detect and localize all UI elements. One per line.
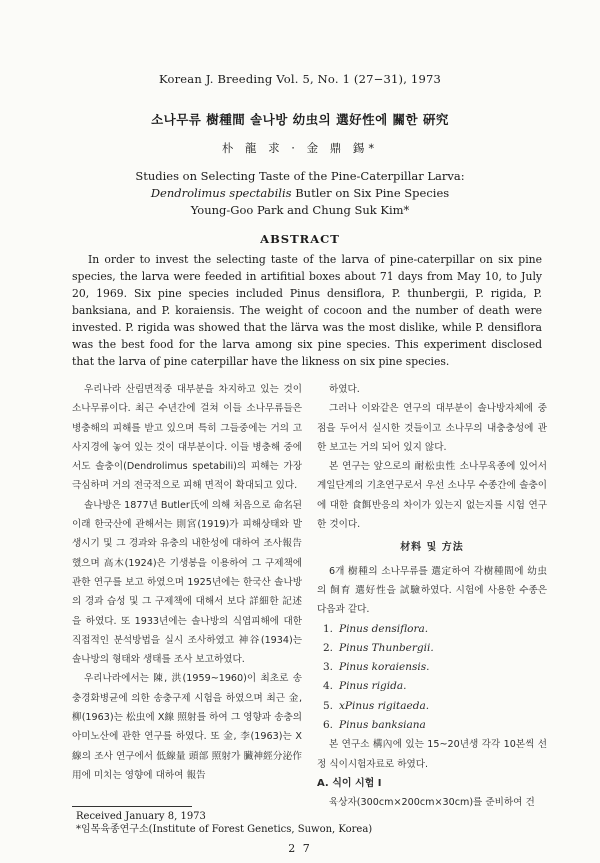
english-title-block [0, 168, 600, 219]
right-paragraph-4: 6개 樹種의 소나무류를 選定하여 각樹種間에 幼虫의 飼育 選好性을 試驗하였다. 시험에 사용한 수종은 다음과 같다. [317, 565, 547, 616]
left-column [72, 380, 302, 785]
species-item: 3. Pinus koraiensis. [323, 661, 430, 674]
section-heading-materials-methods: 材料 및 方法 [400, 542, 464, 554]
footnote-rule [72, 806, 192, 807]
korean-title: 소나무류 樹種間 솔나방 幼虫의 選好性에 關한 硏究 [151, 112, 449, 127]
english-title-line2 [0, 185, 600, 202]
right-paragraph-2: 그러나 이와같은 연구의 대부분이 솔나방자체에 중점을 두어서 실시한 것들이고 소나무의 내충충성에 관한 보고는 거의 되어 있지 않다. [317, 403, 547, 453]
right-paragraph-3: 본 연구는 앞으로의 耐松虫性 소나무육종에 있어서 계일단계의 기초연구로서 우선 소나무 수종간에 솔충이에 대한 食餌반응의 차이가 있는지 없는지를 시험 연구한 것이다. [317, 461, 547, 531]
korean-authors: 朴 龍 求 · 金 鼎 錫* [221, 141, 379, 155]
english-title-line1: Studies on Selecting Taste of the Pine-Caterpillar Larva: [135, 169, 465, 183]
subheading-feeding-test: A. 식이 시험 I [317, 777, 382, 789]
page-number: 2 7 [288, 842, 312, 855]
species-item: 4. Pinus rigida. [323, 680, 407, 693]
abstract-heading: ABSTRACT [260, 232, 340, 246]
received-date: Received January 8, 1973 [76, 811, 206, 822]
species-item: 6. Pinus banksiana [323, 719, 426, 732]
abstract-body [72, 251, 542, 370]
english-title-line2-rest: Butler on Six Pine Species [291, 186, 450, 200]
journal-header: Korean J. Breeding Vol. 5, No. 1 (27−31), 1973 [159, 72, 441, 86]
abstract-text: In order to invest the selecting taste of the larva of pine-caterpillar on six pine species, the larva were feeded in artifitial boxes about 71 days from May 10, to July 20, 1969. Six pine species included Pinus densiflora, P. thunbergii, P. rigida, P. banksiana, and P. koraiensis. The weight of cocoon and the number of death were invested. P. rigida was showed that the lärva was the most dislike, while P. densiflora was the best food for the larva among six pine species. This experiment disclosed that the larva of pine caterpillar have the likness on six pine species. [72, 253, 542, 368]
right-paragraph-1: 하였다. [329, 384, 360, 395]
footnote [76, 810, 372, 836]
right-paragraph-6: 육상자(300cm×200cm×30cm)를 준비하여 건 [329, 797, 535, 809]
species-item: 2. Pinus Thunbergii. [323, 641, 434, 654]
species-name: Dendrolimus spectabilis [150, 186, 292, 200]
right-column [317, 380, 547, 813]
species-item: 1. Pinus densiflora. [323, 622, 429, 635]
right-paragraph-5: 본 연구소 構內에 있는 15~20년생 각각 10본씩 선정 식이시험자료로 하였다. [317, 739, 547, 770]
species-item: 5. xPinus rigitaeda. [323, 699, 430, 712]
species-list [317, 620, 547, 736]
left-paragraph-1: 우리나라 산림면적중 대부분을 차지하고 있는 것이 소나무류이다. 최근 수년간에 걸쳐 이들 소나무류들은 병충해의 피해를 받고 있으며 특히 그들중에는 거의 고사지경에 놓여 있는 것이 대부분이다. 이들 병충해 중에서도 솔충이(Dendrolimus spetabili)의 피해는 가장 극심하며 거의 전국적으로 피해 면적이 확대되고 있다. [72, 384, 302, 492]
english-authors: Young-Goo Park and Chung Suk Kim* [190, 203, 410, 217]
left-paragraph-3: 우리나라에서는 陳, 洪(1959~1960)이 최초로 송충경화병균에 의한 송충구제 시험을 하였으며 최근 金, 柳(1963)는 松虫에 X線 照射를 하여 그 영향과 송충의 아미노산에 관한 연구를 하였다. 또 金, 李(1963)는 X線의 조사 연구에서 低線量 頭部 照射가 臟神經分泌作用에 미치는 영향에 대하여 報告 [72, 673, 302, 781]
affiliation: *임목육종연구소(Institute of Forest Genetics, Suwon, Korea) [76, 824, 373, 835]
left-paragraph-2: 솔나방은 1877년 Butler氏에 의해 처음으로 命名된 이래 한국산에 관해서는 則宮(1919)가 피해상태와 발생시기 및 그 경과와 유충의 내한성에 대하여 조사報告했으며 高木(1924)은 기생봉을 이용하여 그 구제책에 관한 연구를 보고 하였으며 1925년에는 한국산 솔나방의 경과 습성 및 그 구제책에 대해서 보다 詳細한 記述을 하였다. 또 1933년에는 솔나방의 식엽피해에 대한 직접적인 분석방법을 실시 조사하였고 神谷(1934)는 솔나방의 형태와 생태를 조사 보고하였다. [72, 499, 302, 666]
